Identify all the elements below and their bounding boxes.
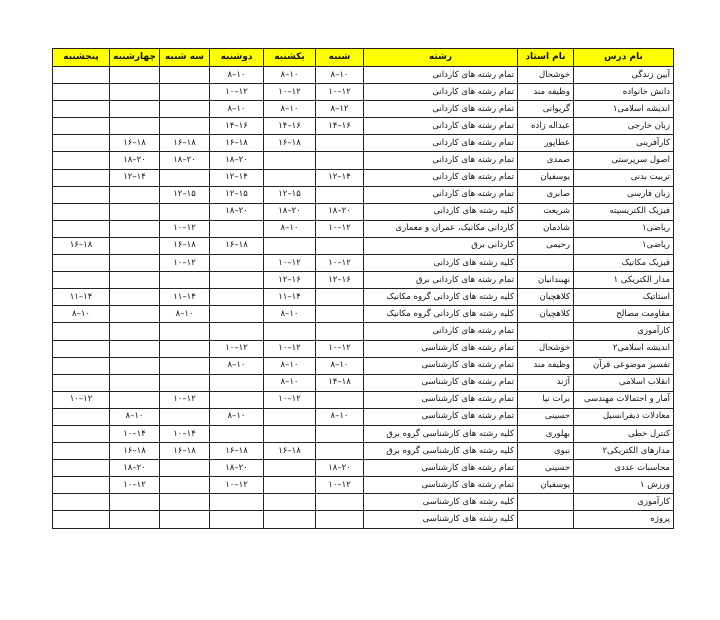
cell-sunday <box>264 477 316 494</box>
cell-professor: آژند <box>518 374 574 391</box>
cell-thursday <box>53 169 110 186</box>
cell-field: کاردانی مکانیک، عمران و معماری <box>364 220 518 237</box>
cell-course: مدارهای الکتریکی۲ <box>574 443 674 460</box>
table-row <box>53 101 674 118</box>
cell-sunday <box>264 152 316 169</box>
cell-wednesday <box>110 340 160 357</box>
cell-course: آمار و احتمالات مهندسی <box>574 391 674 408</box>
cell-wednesday: ۱۸–۱۶ <box>110 443 160 460</box>
cell-field: تمام رشته های کارشناسی <box>364 477 518 494</box>
cell-professor: نبوی <box>518 443 574 460</box>
cell-wednesday <box>110 494 160 511</box>
cell-monday: ۱۲–۱۰ <box>210 84 264 101</box>
cell-professor: وظیفه مند <box>518 357 574 374</box>
cell-professor: صابری <box>518 186 574 203</box>
cell-professor: نهبندانیان <box>518 272 574 289</box>
cell-tuesday <box>160 460 210 477</box>
cell-course: اندیشه اسلامی۲ <box>574 340 674 357</box>
cell-sunday: ۱۲–۱۰ <box>264 391 316 408</box>
cell-professor <box>518 511 574 528</box>
cell-saturday <box>316 443 364 460</box>
table-row <box>53 255 674 272</box>
table-row <box>53 374 674 391</box>
cell-field: تمام رشته های کارشناسی <box>364 408 518 425</box>
cell-wednesday <box>110 237 160 254</box>
table-row <box>53 237 674 254</box>
cell-professor: صمدی <box>518 152 574 169</box>
header-field: رشته <box>364 49 518 67</box>
cell-saturday <box>316 237 364 254</box>
cell-sunday: ۱۶–۱۴ <box>264 118 316 135</box>
table-row <box>53 186 674 203</box>
cell-thursday <box>53 460 110 477</box>
cell-wednesday <box>110 255 160 272</box>
cell-saturday: ۲۰–۱۸ <box>316 203 364 220</box>
cell-field: کلیه رشته های کاردانی <box>364 255 518 272</box>
cell-sunday <box>264 511 316 528</box>
cell-thursday <box>53 408 110 425</box>
cell-wednesday <box>110 357 160 374</box>
table-row <box>53 357 674 374</box>
cell-monday <box>210 306 264 323</box>
table-row <box>53 289 674 306</box>
cell-monday: ۱۲–۱۰ <box>210 340 264 357</box>
cell-tuesday <box>160 203 210 220</box>
cell-professor <box>518 323 574 340</box>
header-row <box>53 49 674 67</box>
cell-wednesday <box>110 374 160 391</box>
table-row <box>53 67 674 84</box>
table-row <box>53 118 674 135</box>
table-row <box>53 408 674 425</box>
cell-course: ورزش ۱ <box>574 477 674 494</box>
cell-saturday: ۱۸–۱۴ <box>316 374 364 391</box>
cell-thursday: ۱۸–۱۶ <box>53 237 110 254</box>
cell-professor: خوشحال <box>518 67 574 84</box>
cell-wednesday <box>110 84 160 101</box>
cell-monday: ۱۸–۱۶ <box>210 135 264 152</box>
table-row <box>53 340 674 357</box>
cell-field: تمام رشته های کارشناسی <box>364 391 518 408</box>
cell-tuesday: ۱۴–۱۱ <box>160 289 210 306</box>
cell-saturday <box>316 511 364 528</box>
cell-thursday <box>53 323 110 340</box>
cell-thursday: ۱۴–۱۱ <box>53 289 110 306</box>
table-row <box>53 152 674 169</box>
cell-field: کلیه رشته های کارشناسی <box>364 494 518 511</box>
cell-monday: ۲۰–۱۸ <box>210 152 264 169</box>
header-tuesday: سه شنبه <box>160 49 210 67</box>
cell-thursday <box>53 220 110 237</box>
cell-thursday <box>53 374 110 391</box>
cell-monday: ۱۰–۸ <box>210 101 264 118</box>
cell-sunday <box>264 323 316 340</box>
cell-sunday: ۱۰–۸ <box>264 306 316 323</box>
header-professor: نام استاد <box>518 49 574 67</box>
cell-thursday <box>53 67 110 84</box>
cell-monday: ۲۰–۱۸ <box>210 460 264 477</box>
cell-tuesday: ۲۰–۱۸ <box>160 152 210 169</box>
cell-field: تمام رشته های کارشناسی <box>364 374 518 391</box>
cell-course: معادلات دیفرانسیل <box>574 408 674 425</box>
cell-field: تمام رشته های کاردانی <box>364 101 518 118</box>
cell-tuesday <box>160 323 210 340</box>
cell-tuesday <box>160 67 210 84</box>
cell-professor: عبداله زاده <box>518 118 574 135</box>
cell-saturday: ۲۰–۱۸ <box>316 460 364 477</box>
cell-saturday: ۱۲–۸ <box>316 101 364 118</box>
cell-course: کارآموزی <box>574 494 674 511</box>
cell-field: تمام رشته های کاردانی برق <box>364 272 518 289</box>
cell-professor: کلاهچیان <box>518 306 574 323</box>
cell-saturday <box>316 425 364 442</box>
cell-course: زبان خارجی <box>574 118 674 135</box>
cell-course: تربیت بدنی <box>574 169 674 186</box>
table-row <box>53 511 674 528</box>
cell-monday: ۱۰–۸ <box>210 408 264 425</box>
header-sunday: یکشنبه <box>264 49 316 67</box>
cell-monday <box>210 391 264 408</box>
cell-course: دانش خانواده <box>574 84 674 101</box>
table-row <box>53 272 674 289</box>
cell-field: تمام رشته های کاردانی <box>364 152 518 169</box>
cell-professor <box>518 255 574 272</box>
cell-course: محاسبات عددی <box>574 460 674 477</box>
cell-field: کلیه رشته های کاردانی <box>364 203 518 220</box>
cell-thursday <box>53 84 110 101</box>
cell-sunday: ۱۶–۱۲ <box>264 272 316 289</box>
cell-course: ریاضی۱ <box>574 237 674 254</box>
table-row <box>53 220 674 237</box>
cell-wednesday <box>110 186 160 203</box>
cell-field: تمام رشته های کاردانی <box>364 323 518 340</box>
cell-thursday <box>53 118 110 135</box>
cell-field: تمام رشته های کاردانی <box>364 67 518 84</box>
cell-sunday <box>264 494 316 511</box>
cell-tuesday <box>160 494 210 511</box>
cell-sunday <box>264 460 316 477</box>
table-row <box>53 203 674 220</box>
cell-field: تمام رشته های کارشناسی <box>364 357 518 374</box>
cell-tuesday <box>160 374 210 391</box>
cell-wednesday: ۱۸–۱۶ <box>110 135 160 152</box>
cell-thursday <box>53 511 110 528</box>
cell-field: کلیه رشته های کارشناسی گروه برق <box>364 425 518 442</box>
cell-tuesday: ۱۲–۱۰ <box>160 391 210 408</box>
cell-course: اصول سرپرستی <box>574 152 674 169</box>
cell-tuesday <box>160 118 210 135</box>
cell-professor: کلاهچیان <box>518 289 574 306</box>
schedule-header <box>53 49 674 67</box>
cell-thursday: ۱۰–۸ <box>53 306 110 323</box>
table-row <box>53 135 674 152</box>
cell-thursday <box>53 101 110 118</box>
cell-tuesday <box>160 272 210 289</box>
cell-wednesday <box>110 203 160 220</box>
cell-course: فیزیک مکانیک <box>574 255 674 272</box>
cell-sunday <box>264 425 316 442</box>
cell-saturday <box>316 186 364 203</box>
cell-sunday: ۱۰–۸ <box>264 220 316 237</box>
cell-field: تمام رشته های کاردانی <box>364 135 518 152</box>
header-course: نام درس <box>574 49 674 67</box>
cell-field: کلیه رشته های کارشناسی گروه برق <box>364 443 518 460</box>
cell-thursday <box>53 494 110 511</box>
cell-field: کاردانی برق <box>364 237 518 254</box>
cell-saturday <box>316 323 364 340</box>
cell-saturday: ۱۴–۱۲ <box>316 169 364 186</box>
cell-field: کلیه رشته های کاردانی گروه مکانیک <box>364 306 518 323</box>
cell-sunday: ۲۰–۱۸ <box>264 203 316 220</box>
cell-field: کلیه رشته های کارشناسی <box>364 511 518 528</box>
cell-professor: شادمان <box>518 220 574 237</box>
cell-sunday: ۱۰–۸ <box>264 357 316 374</box>
cell-monday: ۱۰–۸ <box>210 357 264 374</box>
table-row <box>53 443 674 460</box>
cell-sunday: ۱۲–۱۰ <box>264 340 316 357</box>
cell-tuesday: ۱۸–۱۶ <box>160 443 210 460</box>
cell-saturday: ۱۲–۱۰ <box>316 220 364 237</box>
cell-wednesday: ۱۴–۱۰ <box>110 425 160 442</box>
cell-tuesday <box>160 340 210 357</box>
header-wednesday: چهارشنبه <box>110 49 160 67</box>
header-monday: دوشنبه <box>210 49 264 67</box>
cell-saturday: ۱۰–۸ <box>316 357 364 374</box>
cell-monday: ۱۰–۸ <box>210 67 264 84</box>
cell-sunday: ۱۰–۸ <box>264 374 316 391</box>
cell-saturday <box>316 152 364 169</box>
cell-monday <box>210 323 264 340</box>
cell-professor: عطاپور <box>518 135 574 152</box>
cell-sunday: ۱۵–۱۲ <box>264 186 316 203</box>
cell-sunday: ۱۸–۱۶ <box>264 443 316 460</box>
cell-tuesday: ۱۸–۱۶ <box>160 237 210 254</box>
cell-saturday <box>316 135 364 152</box>
cell-monday <box>210 289 264 306</box>
table-row <box>53 391 674 408</box>
table-row <box>53 84 674 101</box>
cell-saturday: ۱۰–۸ <box>316 67 364 84</box>
cell-monday <box>210 494 264 511</box>
cell-monday: ۱۸–۱۶ <box>210 237 264 254</box>
cell-field: تمام رشته های کاردانی <box>364 84 518 101</box>
cell-saturday: ۱۶–۱۴ <box>316 118 364 135</box>
cell-course: ریاضی۱ <box>574 220 674 237</box>
cell-field: تمام رشته های کاردانی <box>364 118 518 135</box>
table-row <box>53 323 674 340</box>
header-saturday: شنبه <box>316 49 364 67</box>
cell-field: تمام رشته های کارشناسی <box>364 340 518 357</box>
cell-wednesday: ۱۴–۱۲ <box>110 169 160 186</box>
cell-monday <box>210 374 264 391</box>
cell-professor: گریوانی <box>518 101 574 118</box>
cell-course: مقاومت مصالح <box>574 306 674 323</box>
cell-professor: یوسفیان <box>518 477 574 494</box>
cell-field: تمام رشته های کارشناسی <box>364 460 518 477</box>
cell-wednesday: ۲۰–۱۸ <box>110 152 160 169</box>
cell-saturday: ۱۲–۱۰ <box>316 84 364 101</box>
cell-tuesday: ۱۵–۱۲ <box>160 186 210 203</box>
cell-professor: بهلوری <box>518 425 574 442</box>
cell-thursday <box>53 443 110 460</box>
cell-wednesday <box>110 101 160 118</box>
cell-monday <box>210 272 264 289</box>
cell-course: زبان فارسی <box>574 186 674 203</box>
cell-field: کلیه رشته های کاردانی گروه مکانیک <box>364 289 518 306</box>
schedule-table <box>52 48 674 529</box>
cell-sunday <box>264 237 316 254</box>
cell-saturday <box>316 306 364 323</box>
cell-monday: ۲۰–۱۸ <box>210 203 264 220</box>
cell-tuesday <box>160 511 210 528</box>
cell-monday <box>210 220 264 237</box>
cell-thursday: ۱۲–۱۰ <box>53 391 110 408</box>
cell-thursday <box>53 340 110 357</box>
cell-tuesday <box>160 101 210 118</box>
table-row <box>53 425 674 442</box>
cell-thursday <box>53 135 110 152</box>
table-row <box>53 494 674 511</box>
table-row <box>53 306 674 323</box>
cell-thursday <box>53 272 110 289</box>
cell-wednesday <box>110 272 160 289</box>
cell-thursday <box>53 203 110 220</box>
cell-monday: ۱۵–۱۲ <box>210 186 264 203</box>
cell-tuesday: ۱۰–۸ <box>160 306 210 323</box>
cell-saturday: ۱۲–۱۰ <box>316 340 364 357</box>
cell-thursday <box>53 477 110 494</box>
cell-saturday: ۱۰–۸ <box>316 408 364 425</box>
cell-field: تمام رشته های کاردانی <box>364 169 518 186</box>
table-row <box>53 477 674 494</box>
cell-wednesday <box>110 511 160 528</box>
cell-monday <box>210 511 264 528</box>
cell-course: استاتیک <box>574 289 674 306</box>
cell-wednesday <box>110 323 160 340</box>
cell-saturday: ۱۲–۱۰ <box>316 477 364 494</box>
cell-course: کارآموزی <box>574 323 674 340</box>
cell-tuesday <box>160 169 210 186</box>
cell-sunday: ۱۰–۸ <box>264 101 316 118</box>
cell-professor: وظیفه مند <box>518 84 574 101</box>
cell-saturday <box>316 494 364 511</box>
cell-course: انقلاب اسلامی <box>574 374 674 391</box>
table-row <box>53 460 674 477</box>
cell-professor: رحیمی <box>518 237 574 254</box>
cell-course: کارآفرینی <box>574 135 674 152</box>
cell-wednesday <box>110 391 160 408</box>
cell-professor: شریعت <box>518 203 574 220</box>
cell-tuesday <box>160 408 210 425</box>
cell-professor: برات نیا <box>518 391 574 408</box>
cell-tuesday <box>160 357 210 374</box>
cell-tuesday: ۱۲–۱۰ <box>160 255 210 272</box>
cell-saturday: ۱۶–۱۲ <box>316 272 364 289</box>
cell-field: تمام رشته های کاردانی <box>364 186 518 203</box>
cell-sunday <box>264 408 316 425</box>
cell-tuesday: ۱۲–۱۰ <box>160 220 210 237</box>
cell-sunday <box>264 169 316 186</box>
cell-sunday: ۱۴–۱۱ <box>264 289 316 306</box>
cell-thursday <box>53 425 110 442</box>
cell-monday: ۱۲–۱۰ <box>210 477 264 494</box>
cell-saturday <box>316 289 364 306</box>
cell-wednesday <box>110 289 160 306</box>
cell-professor <box>518 494 574 511</box>
cell-wednesday: ۱۲–۱۰ <box>110 477 160 494</box>
cell-thursday <box>53 255 110 272</box>
cell-monday <box>210 255 264 272</box>
cell-wednesday <box>110 220 160 237</box>
cell-tuesday: ۱۸–۱۶ <box>160 135 210 152</box>
cell-course: آیین زندگی <box>574 67 674 84</box>
cell-course: پروژه <box>574 511 674 528</box>
cell-saturday <box>316 391 364 408</box>
cell-monday <box>210 425 264 442</box>
cell-monday: ۱۴–۱۲ <box>210 169 264 186</box>
cell-tuesday <box>160 477 210 494</box>
cell-wednesday: ۲۰–۱۸ <box>110 460 160 477</box>
cell-sunday: ۱۰–۸ <box>264 67 316 84</box>
cell-sunday: ۱۲–۱۰ <box>264 255 316 272</box>
cell-monday: ۱۸–۱۶ <box>210 443 264 460</box>
cell-professor: حسینی <box>518 408 574 425</box>
cell-sunday: ۱۲–۱۰ <box>264 84 316 101</box>
cell-thursday <box>53 357 110 374</box>
schedule-body <box>53 67 674 529</box>
cell-tuesday: ۱۴–۱۰ <box>160 425 210 442</box>
cell-wednesday <box>110 118 160 135</box>
cell-course: کنترل خطی <box>574 425 674 442</box>
cell-professor: حسینی <box>518 460 574 477</box>
cell-course: اندیشه اسلامی۱ <box>574 101 674 118</box>
cell-course: تفسیر موضوعی قرآن <box>574 357 674 374</box>
cell-professor: یوسفیان <box>518 169 574 186</box>
cell-wednesday <box>110 67 160 84</box>
cell-tuesday <box>160 84 210 101</box>
cell-saturday: ۱۲–۱۰ <box>316 255 364 272</box>
cell-thursday <box>53 152 110 169</box>
cell-course: فیزیک الکتریسیته <box>574 203 674 220</box>
table-row <box>53 169 674 186</box>
cell-course: مدار الکتریکی ۱ <box>574 272 674 289</box>
cell-wednesday <box>110 306 160 323</box>
cell-thursday <box>53 186 110 203</box>
cell-professor: خوشحال <box>518 340 574 357</box>
header-thursday: پنجشنبه <box>53 49 110 67</box>
cell-sunday: ۱۸–۱۶ <box>264 135 316 152</box>
cell-monday: ۱۶–۱۴ <box>210 118 264 135</box>
cell-wednesday: ۱۰–۸ <box>110 408 160 425</box>
